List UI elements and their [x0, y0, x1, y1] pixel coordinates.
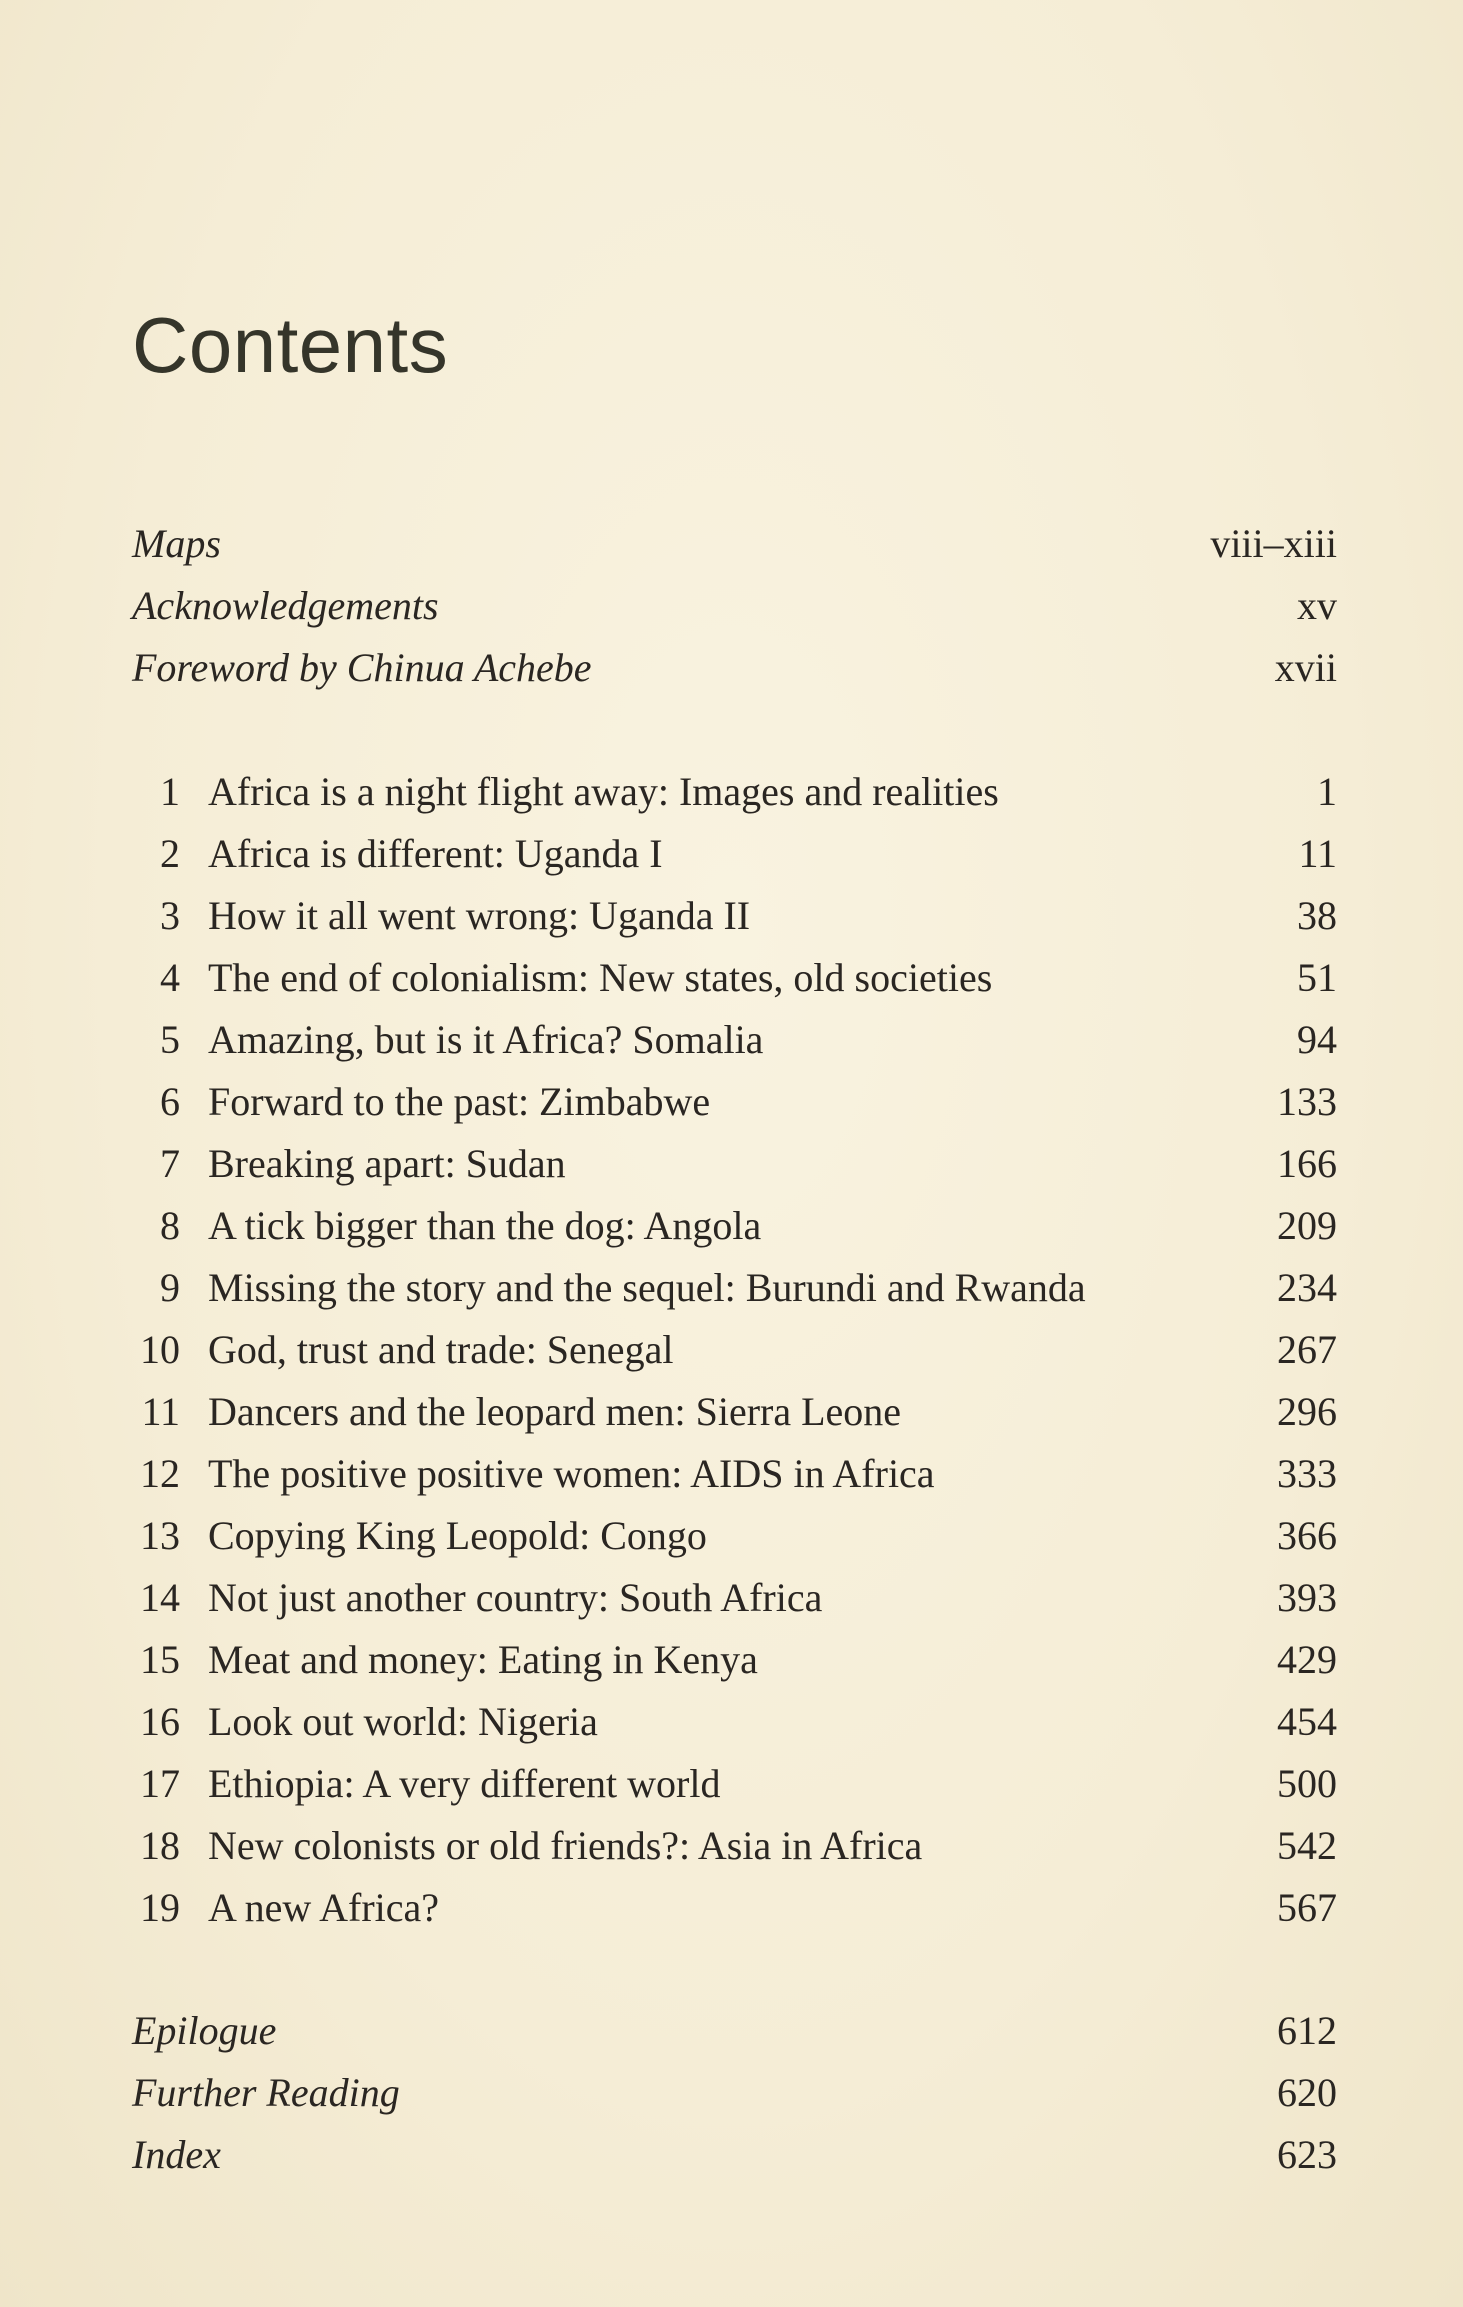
entry-title: Foreword by Chinua Achebe: [132, 645, 592, 690]
page-number: 234: [1277, 1265, 1337, 1310]
entry-title: Dancers and the leopard men: Sierra Leone: [208, 1389, 902, 1434]
chapter-number: 18: [140, 1823, 180, 1868]
page-number: 94: [1297, 1017, 1337, 1062]
chapter-number: 8: [160, 1203, 180, 1248]
chapter-number: 6: [160, 1079, 180, 1124]
entry-title: A new Africa?: [208, 1885, 440, 1930]
chapter-entry: [132, 1822, 1337, 1884]
page-number: 11: [1298, 831, 1337, 876]
entry-title: A tick bigger than the dog: Angola: [208, 1203, 762, 1248]
front-matter-entry: [132, 520, 1337, 582]
entry-title: The positive positive women: AIDS in Africa: [208, 1451, 935, 1496]
chapter-number: 2: [160, 831, 180, 876]
back-matter-list: [132, 2007, 1337, 2193]
page-number: 38: [1297, 893, 1337, 938]
chapter-entry: [132, 1078, 1337, 1140]
entry-title: Forward to the past: Zimbabwe: [208, 1079, 711, 1124]
entry-title: Missing the story and the sequel: Burundi and Rwanda: [208, 1265, 1086, 1310]
entry-title: God, trust and trade: Senegal: [208, 1327, 674, 1372]
entry-title: Maps: [132, 521, 221, 566]
chapter-number: 17: [140, 1761, 180, 1806]
page-number: 567: [1277, 1885, 1337, 1930]
page-number: 133: [1277, 1079, 1337, 1124]
chapter-entry: [132, 1574, 1337, 1636]
page-number: 267: [1277, 1327, 1337, 1372]
chapter-entry: [132, 892, 1337, 954]
entry-title: Acknowledgements: [132, 583, 439, 628]
page-number: 333: [1277, 1451, 1337, 1496]
chapter-entry: [132, 768, 1337, 830]
front-matter-entry: [132, 582, 1337, 644]
page-number: 1: [1317, 769, 1337, 814]
chapter-entry: [132, 1264, 1337, 1326]
chapter-number: 9: [160, 1265, 180, 1310]
front-matter-entry: [132, 644, 1337, 706]
entry-title: Index: [132, 2132, 221, 2177]
chapter-entry: [132, 830, 1337, 892]
page-number: 166: [1277, 1141, 1337, 1186]
chapter-entry: [132, 954, 1337, 1016]
page-number: 429: [1277, 1637, 1337, 1682]
front-matter-list: [132, 520, 1337, 706]
chapter-number: 10: [140, 1327, 180, 1372]
chapter-entry: [132, 1202, 1337, 1264]
back-matter-entry: [132, 2007, 1337, 2069]
entry-title: Ethiopia: A very different world: [208, 1761, 721, 1806]
chapter-entry: [132, 1016, 1337, 1078]
chapter-entry: [132, 1140, 1337, 1202]
entry-title: Further Reading: [132, 2070, 400, 2115]
chapter-number: 5: [160, 1017, 180, 1062]
entry-title: Meat and money: Eating in Kenya: [208, 1637, 758, 1682]
chapter-number: 15: [140, 1637, 180, 1682]
chapter-number: 13: [140, 1513, 180, 1558]
page-number: xv: [1297, 583, 1337, 628]
chapter-entry: [132, 1326, 1337, 1388]
entry-title: How it all went wrong: Uganda II: [208, 893, 751, 938]
entry-title: Breaking apart: Sudan: [208, 1141, 566, 1186]
chapter-entry: [132, 1884, 1337, 1946]
chapter-entry: [132, 1512, 1337, 1574]
entry-title: New colonists or old friends?: Asia in Africa: [208, 1823, 923, 1868]
entry-title: Epilogue: [132, 2008, 277, 2053]
chapter-number: 11: [141, 1389, 180, 1434]
page-number: viii–xiii: [1210, 521, 1337, 566]
chapter-entry: [132, 1760, 1337, 1822]
chapter-entry: [132, 1698, 1337, 1760]
page-number: 454: [1277, 1699, 1337, 1744]
chapter-number: 19: [140, 1885, 180, 1930]
chapter-number: 7: [160, 1141, 180, 1186]
entry-title: Amazing, but is it Africa? Somalia: [208, 1017, 764, 1062]
page-number: 366: [1277, 1513, 1337, 1558]
page-number: xvii: [1274, 645, 1337, 690]
chapter-number: 3: [160, 893, 180, 938]
chapter-number: 14: [140, 1575, 180, 1620]
chapter-entry: [132, 1636, 1337, 1698]
page-number: 612: [1277, 2008, 1337, 2053]
page-number: 51: [1297, 955, 1337, 1000]
chapter-list: [132, 768, 1337, 1946]
chapter-entry: [132, 1450, 1337, 1512]
chapter-number: 16: [140, 1699, 180, 1744]
page-number: 623: [1277, 2132, 1337, 2177]
page-number: 620: [1277, 2070, 1337, 2115]
chapter-entry: [132, 1388, 1337, 1450]
back-matter-entry: [132, 2131, 1337, 2193]
page-number: 542: [1277, 1823, 1337, 1868]
page-title: Contents: [132, 301, 449, 389]
page-number: 393: [1277, 1575, 1337, 1620]
page-number: 296: [1277, 1389, 1337, 1434]
entry-title: Copying King Leopold: Congo: [208, 1513, 707, 1558]
chapter-number: 12: [140, 1451, 180, 1496]
entry-title: Africa is a night flight away: Images and realities: [208, 769, 999, 814]
page-number: 209: [1277, 1203, 1337, 1248]
entry-title: Look out world: Nigeria: [208, 1699, 598, 1744]
chapter-number: 1: [160, 769, 180, 814]
entry-title: The end of colonialism: New states, old societies: [208, 955, 993, 1000]
chapter-number: 4: [160, 955, 180, 1000]
back-matter-entry: [132, 2069, 1337, 2131]
entry-title: Not just another country: South Africa: [208, 1575, 823, 1620]
entry-title: Africa is different: Uganda I: [208, 831, 663, 876]
page-number: 500: [1277, 1761, 1337, 1806]
